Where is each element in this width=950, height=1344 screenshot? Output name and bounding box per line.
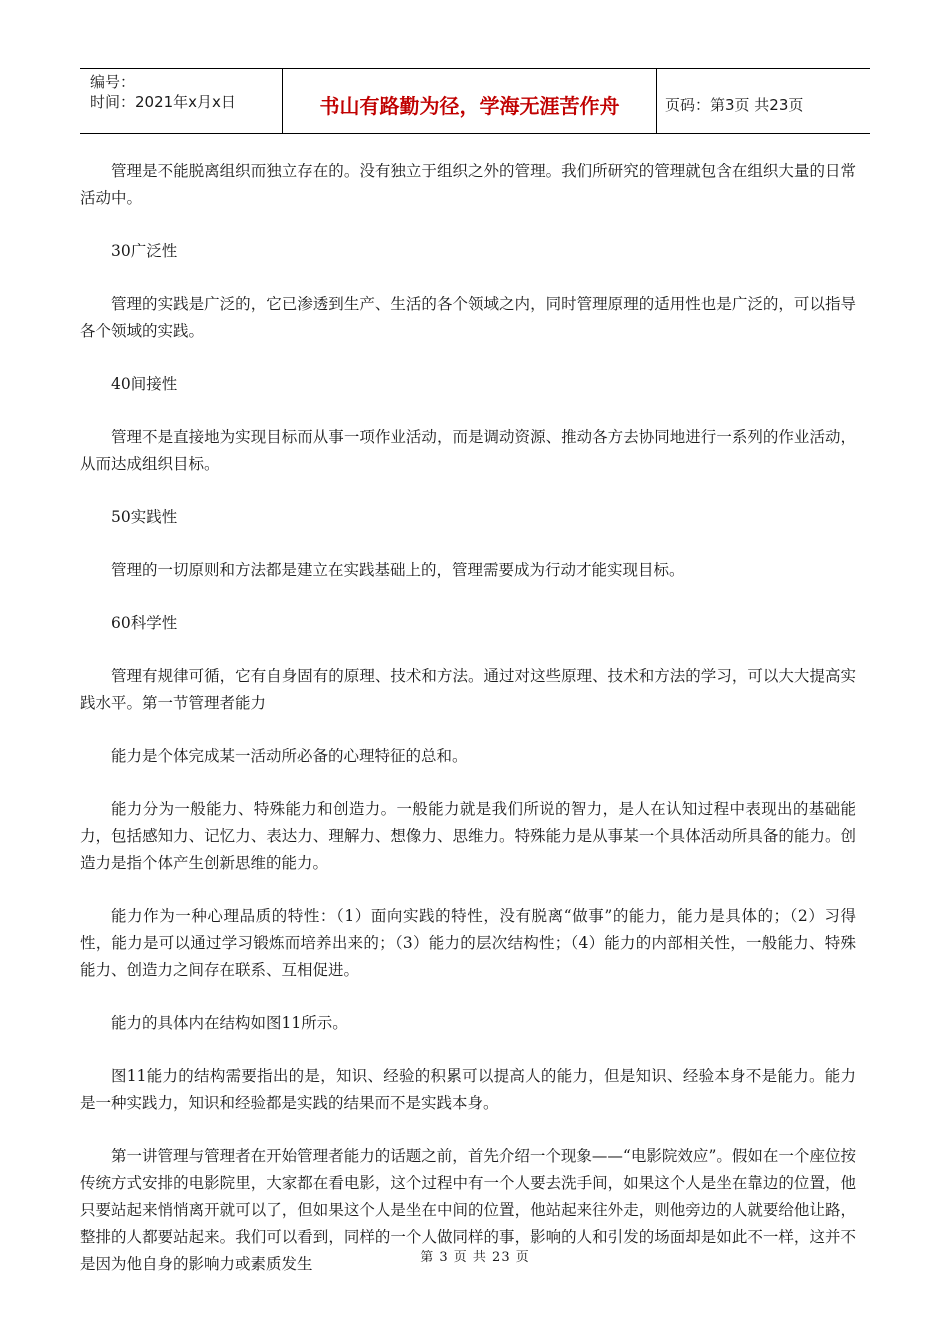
paragraph: 第一讲管理与管理者在开始管理者能力的话题之前，首先介绍一个现象——“电影院效应”。假如在一个座位按传统方式安排的电影院里，大家都在看电影，这个过程中有一个人要去洗手间，如果这个人是坐在靠边的位置，他只要站起来悄悄离开就可以了，但如果这个人是坐在中间的位置，他站起来往外走，则他旁边的人就要给他让路，整排的人都要站起来。我们可以看到，同样的一个人做同样的事，影响的人和引发的场面却是如此不一样，这并不是因为他自身的影响力或素质发生 bbox=[80, 1147, 856, 1273]
paragraph: 能力是个体完成某一活动所必备的心理特征的总和。 bbox=[111, 747, 468, 765]
paragraph: 管理的一切原则和方法都是建立在实践基础上的，管理需要成为行动才能实现目标。 bbox=[111, 561, 685, 579]
section-heading: 40间接性 bbox=[111, 375, 178, 393]
paragraph: 能力的具体内在结构如图11所示。 bbox=[111, 1014, 348, 1032]
paragraph: 管理有规律可循，它有自身固有的原理、技术和方法。通过对这些原理、技术和方法的学习，可以大大提高实践水平。第一节管理者能力 bbox=[80, 667, 856, 712]
paragraph: 管理不是直接地为实现目标而从事一项作业活动，而是调动资源、推动各方去协同地进行一系列的作业活动，从而达成组织目标。 bbox=[80, 428, 856, 473]
paragraph: 管理的实践是广泛的，它已渗透到生产、生活的各个领域之内，同时管理原理的适用性也是广泛的，可以指导各个领域的实践。 bbox=[80, 295, 856, 340]
header-page-info: 页码：第3页 共23页 bbox=[665, 95, 804, 114]
page-header bbox=[80, 68, 870, 134]
paragraph: 图11能力的结构需要指出的是，知识、经验的积累可以提高人的能力，但是知识、经验本身不是能力。能力是一种实践力，知识和经验都是实践的结果而不是实践本身。 bbox=[80, 1067, 856, 1112]
document-date: 时间：2021年x月x日 bbox=[90, 93, 236, 111]
paragraph: 能力作为一种心理品质的特性：（1）面向实践的特性，没有脱离“做事”的能力，能力是具体的；（2）习得性，能力是可以通过学习锻炼而培养出来的；（3）能力的层次结构性；（4）能力的内部相关性，一般能力、特殊能力、创造力之间存在联系、互相促进。 bbox=[80, 907, 856, 979]
header-meta bbox=[80, 69, 283, 133]
section-heading: 60科学性 bbox=[111, 614, 178, 632]
paragraph: 管理是不能脱离组织而独立存在的。没有独立于组织之外的管理。我们所研究的管理就包含在组织大量的日常活动中。 bbox=[80, 162, 856, 207]
paragraph: 能力分为一般能力、特殊能力和创造力。一般能力就是我们所说的智力，是人在认知过程中表现出的基础能力，包括感知力、记忆力、表达力、理解力、想像力、思维力。特殊能力是从事某一个具体活动所具备的能力。创造力是指个体产生创新思维的能力。 bbox=[80, 800, 856, 872]
section-heading: 50实践性 bbox=[111, 508, 178, 526]
document-number-label: 编号： bbox=[90, 73, 136, 91]
header-motto: 书山有路勤为径，学海无涯苦作舟 bbox=[283, 69, 657, 133]
page-footer: 第 3 页 共 23 页 bbox=[420, 1250, 530, 1265]
document-body bbox=[80, 158, 856, 1304]
section-heading: 30广泛性 bbox=[111, 242, 178, 260]
